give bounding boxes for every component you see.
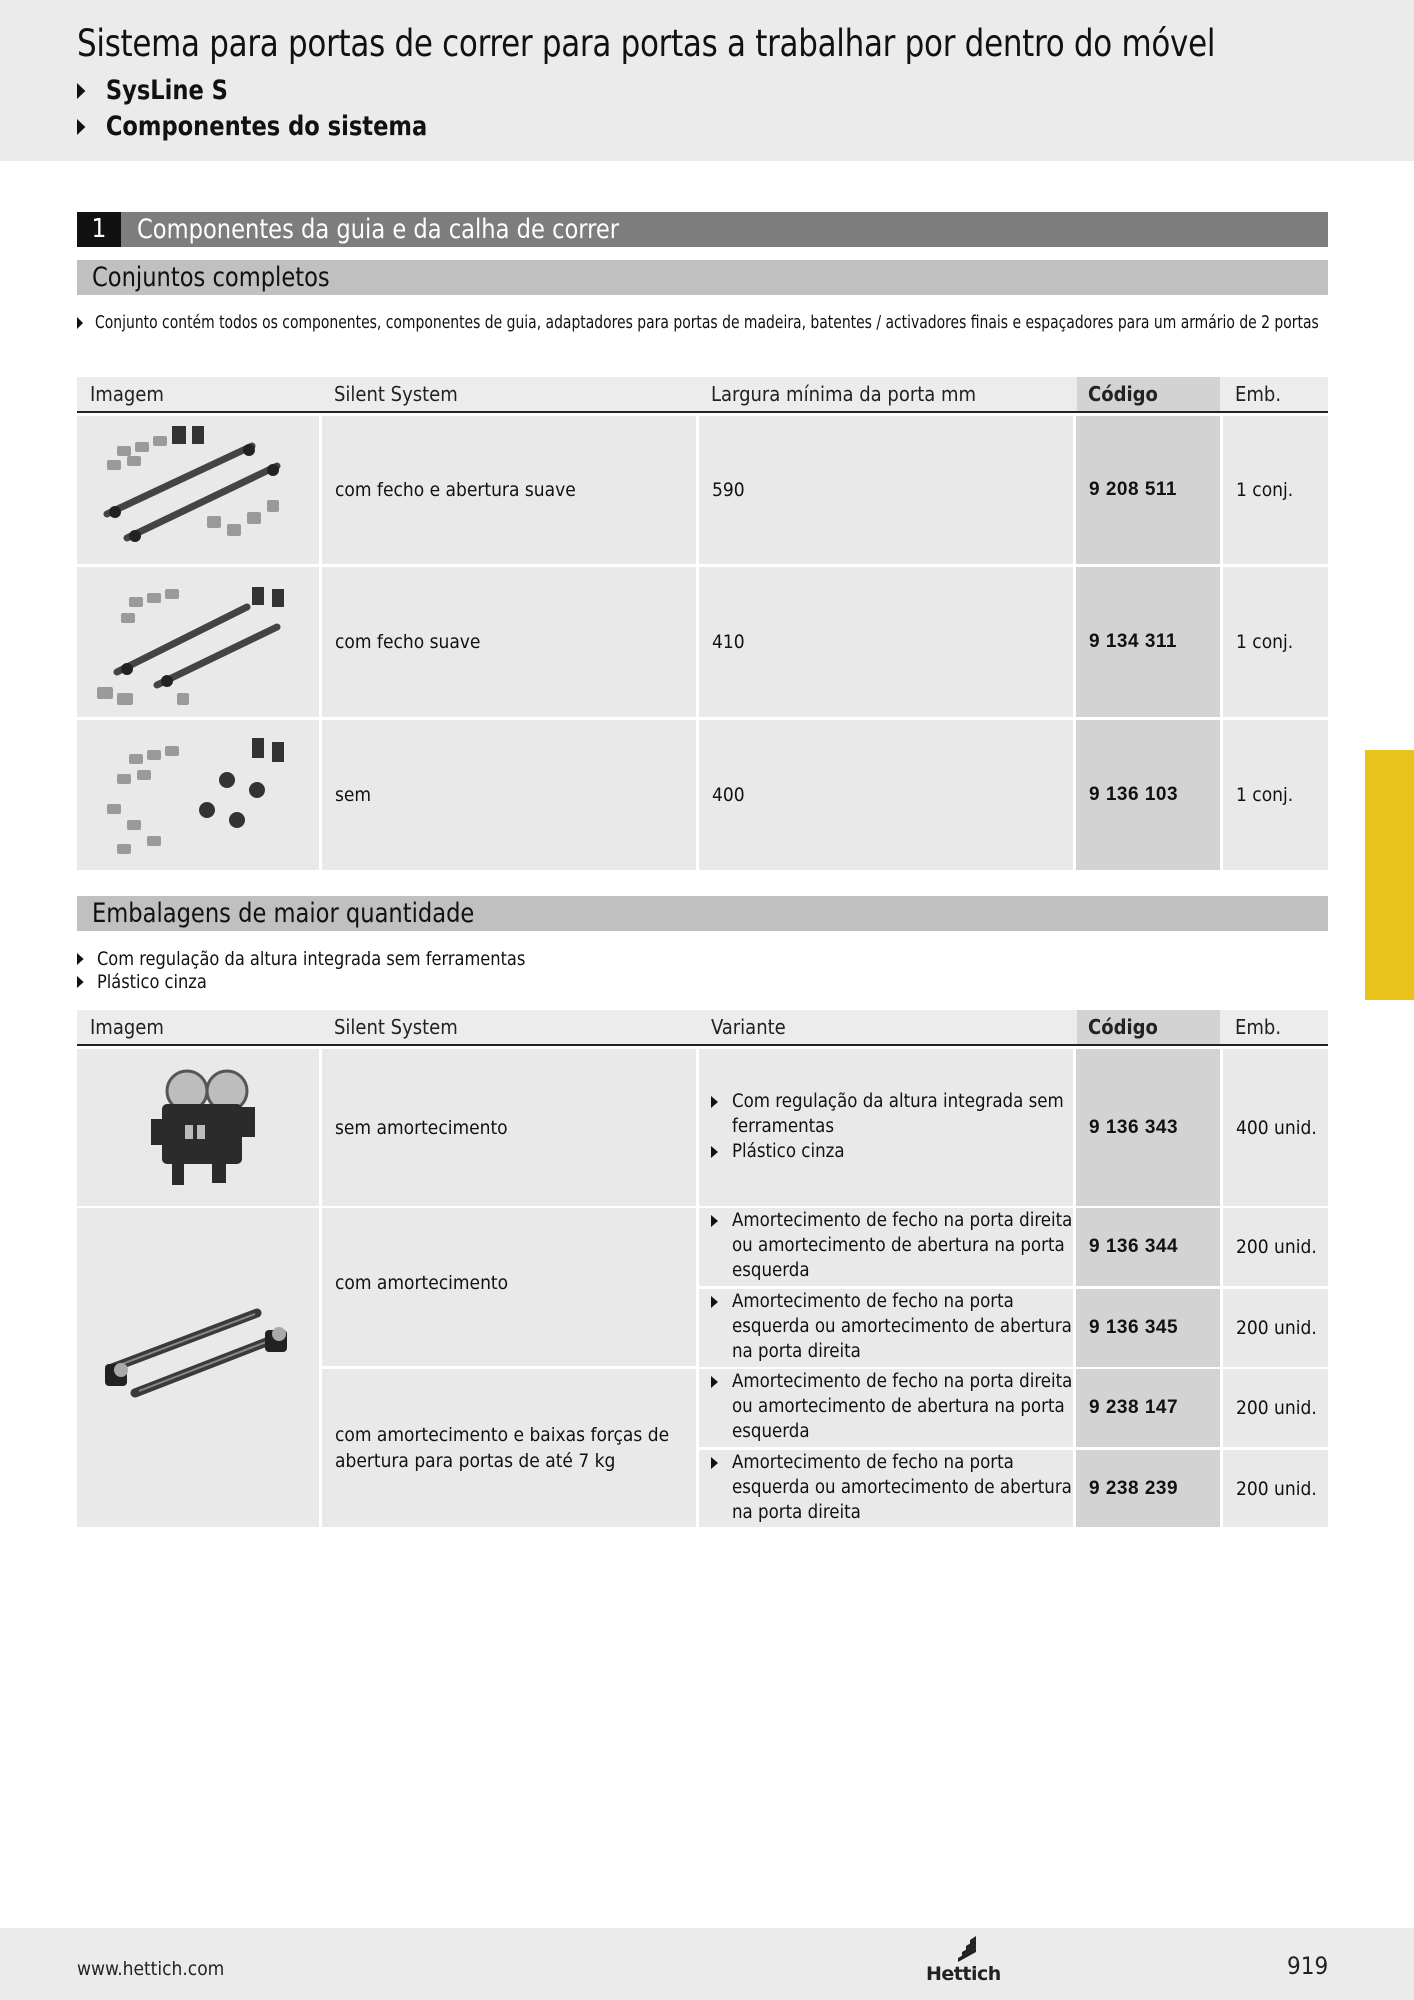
triangle-right-icon (77, 953, 84, 965)
table2-subrow4-code[interactable]: 9 238 239 (1076, 1450, 1220, 1527)
table2-row1-system: sem amortecimento (322, 1049, 696, 1206)
table2-subrow2-variant: Amortecimento de fecho na porta esquerda ou amortecimento de abertura na porta direita (699, 1289, 1073, 1367)
damper-rail-image (77, 1208, 319, 1527)
block2-bullet-2: Plástico cinza (77, 971, 207, 993)
table2-row1-variant (699, 1049, 1073, 1206)
table2-subrow3-code[interactable]: 9 238 147 (1076, 1369, 1220, 1447)
hettich-logo (926, 1936, 1001, 1985)
section-number: 1 (77, 212, 121, 247)
table1-header-rule (77, 411, 1328, 413)
table-row-image (77, 416, 319, 564)
page-title: Sistema para portas de correr para portas a trabalhar por dentro do móvel (77, 22, 1216, 65)
table1-row2-width: 410 (699, 567, 1073, 717)
table2-col-code: Código (1088, 1015, 1158, 1039)
table2-subrow1-emb: 200 unid. (1223, 1208, 1328, 1286)
table2-row1-emb: 400 unid. (1223, 1049, 1328, 1206)
logo-text: Hettich (926, 1963, 1001, 1985)
table2-subrow2-emb: 200 unid. (1223, 1289, 1328, 1367)
table1-col-emb: Emb. (1235, 382, 1282, 406)
table2-subrow3-emb: 200 unid. (1223, 1369, 1328, 1447)
table2-row1-code[interactable]: 9 136 343 (1076, 1049, 1220, 1206)
table1-col-width: Largura mínima da porta mm (711, 382, 977, 406)
table1-row2-emb: 1 conj. (1223, 567, 1328, 717)
table2-subrow1-code[interactable]: 9 136 344 (1076, 1208, 1220, 1286)
table1-col-code: Código (1088, 382, 1158, 406)
triangle-right-icon (711, 1146, 718, 1158)
page-number: 919 (1287, 1952, 1329, 1980)
roller-carriage-image (77, 1049, 319, 1206)
list-item: Plástico cinza (711, 1139, 1073, 1164)
table1-row3-emb: 1 conj. (1223, 720, 1328, 870)
table2-subrow3-variant: Amortecimento de fecho na porta direita ou amortecimento de abertura na porta esquerda (699, 1369, 1073, 1447)
section-title: Componentes da guia e da calha de correr (137, 214, 620, 245)
table2-subrow2-code[interactable]: 9 136 345 (1076, 1289, 1220, 1367)
table1-row1-code[interactable]: 9 208 511 (1076, 416, 1220, 564)
table1-row3-code[interactable]: 9 136 103 (1076, 720, 1220, 870)
table2-system-com-amortecimento: com amortecimento (322, 1208, 696, 1366)
table2-col-emb: Emb. (1235, 1015, 1282, 1039)
table1-col-system: Silent System (334, 382, 458, 406)
subsection-title-embalagens: Embalagens de maior quantidade (92, 898, 475, 929)
table-row-image (77, 1208, 319, 1527)
table1-col-imagem: Imagem (90, 382, 164, 406)
table1-row3-system: sem (322, 720, 696, 870)
product-image-set (77, 416, 319, 564)
table2-col-variante: Variante (711, 1015, 786, 1039)
table2-system-baixas-forcas: com amortecimento e baixas forças de abertura para portas de até 7 kg (322, 1369, 696, 1527)
table2-subrow1-variant: Amortecimento de fecho na porta direita ou amortecimento de abertura na porta esquerda (699, 1208, 1073, 1286)
product-image-set (77, 720, 319, 870)
block1-bullet: Conjunto contém todos os componentes, componentes de guia, adaptadores para portas de madeira, batentes / activadores finais e espaçadores para um armário de 2 portas (77, 312, 1319, 333)
table1-row1-width: 590 (699, 416, 1073, 564)
table1-row1-emb: 1 conj. (1223, 416, 1328, 564)
triangle-right-icon (711, 1457, 718, 1469)
chapter-tab[interactable] (1365, 750, 1414, 1000)
list-item: Com regulação da altura integrada sem ferramentas (711, 1089, 1073, 1139)
table2-subrow4-variant: Amortecimento de fecho na porta esquerda ou amortecimento de abertura na porta direita (699, 1450, 1073, 1527)
block2-bullet-1: Com regulação da altura integrada sem ferramentas (77, 948, 525, 970)
triangle-right-icon (711, 1215, 718, 1227)
table2-col-imagem: Imagem (90, 1015, 164, 1039)
table2-header-rule (77, 1044, 1328, 1046)
table1-row1-system: com fecho e abertura suave (322, 416, 696, 564)
triangle-right-icon (77, 317, 83, 329)
breadcrumb-item-sysline[interactable]: SysLine S (77, 75, 228, 106)
product-image-set (77, 567, 319, 717)
triangle-right-icon (77, 976, 84, 988)
table1-row3-width: 400 (699, 720, 1073, 870)
triangle-right-icon (711, 1296, 718, 1308)
table1-row2-system: com fecho suave (322, 567, 696, 717)
table2-subrow4-emb: 200 unid. (1223, 1450, 1328, 1527)
triangle-right-icon (77, 119, 85, 135)
table1-row2-code[interactable]: 9 134 311 (1076, 567, 1220, 717)
table-row-image (77, 1049, 319, 1206)
table-row-image (77, 720, 319, 870)
triangle-right-icon (711, 1096, 718, 1108)
table-row-image (77, 567, 319, 717)
subsection-title-conjuntos: Conjuntos completos (92, 262, 330, 293)
table2-col-system: Silent System (334, 1015, 458, 1039)
footer-url[interactable]: www.hettich.com (77, 1958, 225, 1980)
triangle-right-icon (711, 1376, 718, 1388)
triangle-right-icon (77, 83, 85, 99)
breadcrumb-item-componentes[interactable]: Componentes do sistema (77, 111, 427, 142)
